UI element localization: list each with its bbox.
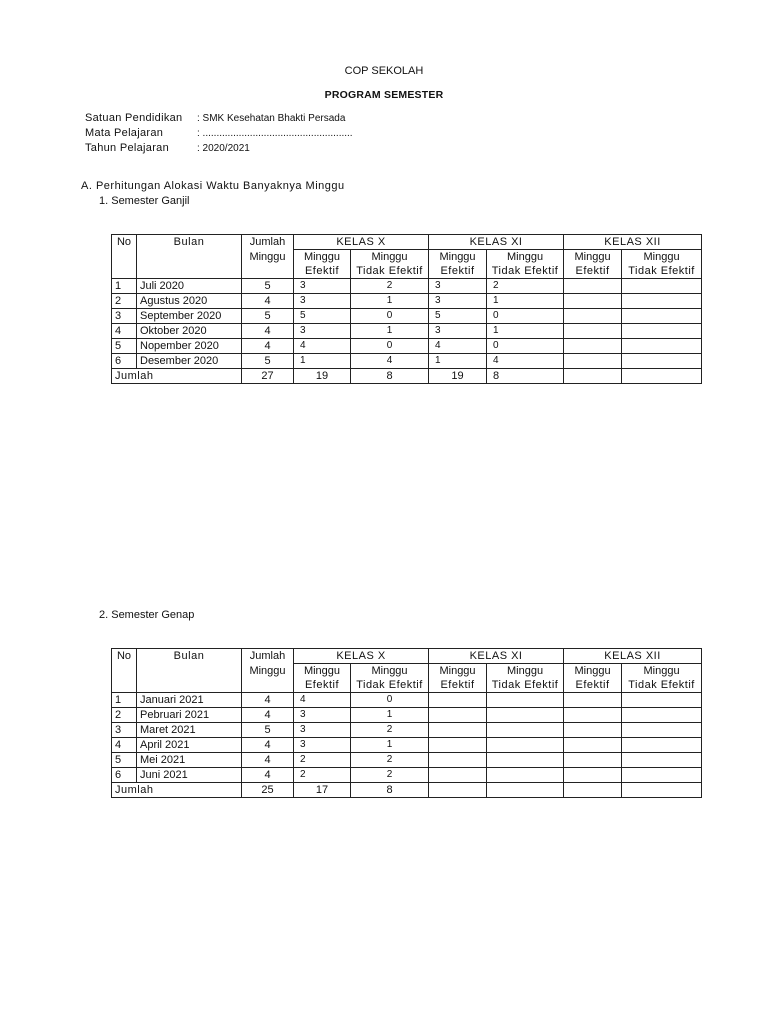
total-kelas-xi-efektif [429, 783, 487, 798]
cop-sekolah: COP SEKOLAH [344, 65, 424, 77]
cell-bulan: September 2020 [137, 309, 242, 324]
cell-kelas-x-tidak-efektif: 1 [351, 324, 429, 339]
cell-bulan: Januari 2021 [137, 693, 242, 708]
cell-kelas-xi-efektif: 3 [429, 279, 487, 294]
cell-kelas-xii-efektif [564, 768, 622, 783]
cell-kelas-xi-tidak-efektif [487, 723, 564, 738]
header-bulan-cont [137, 664, 242, 679]
cell-kelas-x-efektif: 4 [294, 693, 351, 708]
total-label: Jumlah [112, 369, 242, 384]
header-efektif-label: Efektif [564, 678, 622, 693]
cell-kelas-xi-efektif [429, 723, 487, 738]
header-kelas-x: KELAS X [294, 649, 429, 664]
header-minggu: Minggu [242, 250, 294, 265]
cell-bulan: Maret 2021 [137, 723, 242, 738]
cell-kelas-xi-tidak-efektif: 0 [487, 339, 564, 354]
cell-bulan: Mei 2021 [137, 753, 242, 768]
cell-kelas-x-tidak-efektif: 2 [351, 279, 429, 294]
table-row [112, 693, 702, 708]
cell-kelas-xii-efektif [564, 354, 622, 369]
header-tidak-efektif-label: Tidak Efektif [487, 264, 564, 279]
cell-no: 4 [112, 738, 137, 753]
cell-kelas-xi-tidak-efektif [487, 768, 564, 783]
header-row [112, 264, 702, 279]
section-a-heading: A. Perhitungan Alokasi Waktu Banyaknya Minggu [81, 180, 345, 192]
total-kelas-xii-efektif [564, 369, 622, 384]
info-label: Mata Pelajaran [85, 127, 164, 139]
cell-kelas-x-efektif: 2 [294, 753, 351, 768]
header-tidak-efektif-label: Tidak Efektif [351, 678, 429, 693]
header-bulan-cont [137, 250, 242, 265]
total-kelas-xi-tidak-efektif: 8 [487, 369, 564, 384]
cell-kelas-x-efektif: 3 [294, 738, 351, 753]
cell-kelas-xi-efektif [429, 708, 487, 723]
cell-kelas-xii-efektif [564, 753, 622, 768]
header-tidak-efektif-label: Tidak Efektif [622, 264, 702, 279]
cell-kelas-xii-efektif [564, 693, 622, 708]
header-tidak-efektif-label: Tidak Efektif [487, 678, 564, 693]
header-minggu-tidak-efektif: Minggu [351, 664, 429, 679]
cell-kelas-xi-efektif: 4 [429, 339, 487, 354]
cell-kelas-xii-efektif [564, 309, 622, 324]
header-jumlah-cont [242, 264, 294, 279]
cell-kelas-x-tidak-efektif: 2 [351, 723, 429, 738]
cell-bulan: Agustus 2020 [137, 294, 242, 309]
cell-jumlah: 5 [242, 279, 294, 294]
cell-bulan: Desember 2020 [137, 354, 242, 369]
header-row [112, 649, 702, 664]
cell-kelas-xii-efektif [564, 294, 622, 309]
cell-jumlah: 4 [242, 753, 294, 768]
cell-kelas-x-efektif: 2 [294, 768, 351, 783]
cell-kelas-x-efektif: 3 [294, 279, 351, 294]
cell-bulan: Pebruari 2021 [137, 708, 242, 723]
cell-kelas-xii-tidak-efektif [622, 738, 702, 753]
table-row [112, 753, 702, 768]
cell-no: 5 [112, 753, 137, 768]
cell-kelas-x-efektif: 3 [294, 708, 351, 723]
total-row [112, 783, 702, 798]
cell-bulan: April 2021 [137, 738, 242, 753]
cell-kelas-x-efektif: 1 [294, 354, 351, 369]
header-bulan: Bulan [137, 235, 242, 250]
header-efektif-label: Efektif [429, 678, 487, 693]
semester-genap-table [111, 648, 702, 798]
cell-kelas-x-tidak-efektif: 1 [351, 738, 429, 753]
table-row [112, 768, 702, 783]
cell-kelas-x-tidak-efektif: 1 [351, 708, 429, 723]
table-row [112, 279, 702, 294]
cell-kelas-xi-tidak-efektif [487, 708, 564, 723]
header-row [112, 678, 702, 693]
header-efektif-label: Efektif [294, 264, 351, 279]
header-bulan-cont [137, 264, 242, 279]
header-minggu-tidak-efektif: Minggu [351, 250, 429, 265]
table-row [112, 324, 702, 339]
cell-kelas-xii-tidak-efektif [622, 354, 702, 369]
cell-kelas-xi-tidak-efektif: 1 [487, 324, 564, 339]
table-row [112, 339, 702, 354]
header-row [112, 664, 702, 679]
cell-kelas-xi-efektif [429, 753, 487, 768]
cell-jumlah: 4 [242, 768, 294, 783]
header-jumlah: Jumlah [242, 649, 294, 664]
cell-kelas-x-tidak-efektif: 4 [351, 354, 429, 369]
header-no-cont [112, 664, 137, 679]
cell-kelas-xii-tidak-efektif [622, 708, 702, 723]
info-value: : 2020/2021 [197, 143, 250, 154]
cell-kelas-xii-tidak-efektif [622, 768, 702, 783]
total-kelas-x-efektif: 19 [294, 369, 351, 384]
total-kelas-xii-efektif [564, 783, 622, 798]
total-label: Jumlah [112, 783, 242, 798]
header-bulan: Bulan [137, 649, 242, 664]
cell-jumlah: 4 [242, 339, 294, 354]
info-row-mapel [85, 127, 353, 139]
cell-kelas-x-tidak-efektif: 0 [351, 339, 429, 354]
cell-bulan: Juli 2020 [137, 279, 242, 294]
cell-kelas-xi-tidak-efektif: 4 [487, 354, 564, 369]
header-minggu-tidak-efektif: Minggu [487, 250, 564, 265]
header-efektif-label: Efektif [564, 264, 622, 279]
cell-kelas-x-efektif: 3 [294, 294, 351, 309]
header-kelas-xii: KELAS XII [564, 649, 702, 664]
info-row-tahun [85, 142, 250, 154]
cell-kelas-xi-efektif [429, 768, 487, 783]
table-row [112, 723, 702, 738]
cell-no: 3 [112, 723, 137, 738]
cell-kelas-x-tidak-efektif: 2 [351, 768, 429, 783]
total-kelas-xii-tidak-efektif [622, 783, 702, 798]
cell-kelas-x-tidak-efektif: 1 [351, 294, 429, 309]
total-jumlah: 25 [242, 783, 294, 798]
cell-kelas-xi-efektif [429, 738, 487, 753]
cell-kelas-xi-efektif: 5 [429, 309, 487, 324]
cell-bulan: Juni 2021 [137, 768, 242, 783]
cell-kelas-xii-efektif [564, 708, 622, 723]
cell-kelas-xi-tidak-efektif: 1 [487, 294, 564, 309]
header-minggu-tidak-efektif: Minggu [487, 664, 564, 679]
header-minggu-tidak-efektif: Minggu [622, 250, 702, 265]
cell-kelas-x-tidak-efektif: 0 [351, 693, 429, 708]
header-minggu-efektif: Minggu [294, 664, 351, 679]
cell-kelas-x-efektif: 5 [294, 309, 351, 324]
header-efektif-label: Efektif [294, 678, 351, 693]
header-no-cont [112, 250, 137, 265]
total-kelas-x-tidak-efektif: 8 [351, 369, 429, 384]
total-jumlah: 27 [242, 369, 294, 384]
cell-no: 2 [112, 294, 137, 309]
info-row-satuan [85, 112, 345, 124]
semester-genap-heading: 2. Semester Genap [99, 609, 195, 621]
total-kelas-xi-tidak-efektif [487, 783, 564, 798]
cell-kelas-xi-efektif: 3 [429, 324, 487, 339]
cell-kelas-xi-tidak-efektif [487, 738, 564, 753]
header-no-cont [112, 678, 137, 693]
cell-no: 1 [112, 693, 137, 708]
table-row [112, 294, 702, 309]
table-row [112, 309, 702, 324]
semester-ganjil-table [111, 234, 702, 384]
table-row [112, 708, 702, 723]
cell-no: 4 [112, 324, 137, 339]
cell-kelas-xi-tidak-efektif [487, 693, 564, 708]
cell-kelas-xii-tidak-efektif [622, 753, 702, 768]
info-label: Satuan Pendidikan [85, 112, 183, 124]
cell-kelas-xii-tidak-efektif [622, 339, 702, 354]
table-row [112, 738, 702, 753]
info-label: Tahun Pelajaran [85, 142, 170, 154]
cell-jumlah: 4 [242, 708, 294, 723]
cell-no: 1 [112, 279, 137, 294]
cell-kelas-xi-tidak-efektif: 0 [487, 309, 564, 324]
cell-kelas-xii-tidak-efektif [622, 279, 702, 294]
header-minggu: Minggu [242, 664, 294, 679]
header-efektif-label: Efektif [429, 264, 487, 279]
cell-jumlah: 4 [242, 738, 294, 753]
header-no: No [112, 649, 137, 664]
header-jumlah: Jumlah [242, 235, 294, 250]
table-row [112, 354, 702, 369]
header-tidak-efektif-label: Tidak Efektif [351, 264, 429, 279]
cell-kelas-xi-efektif [429, 693, 487, 708]
header-tidak-efektif-label: Tidak Efektif [622, 678, 702, 693]
cell-jumlah: 4 [242, 294, 294, 309]
cell-kelas-xii-efektif [564, 723, 622, 738]
cell-kelas-x-efektif: 4 [294, 339, 351, 354]
header-row [112, 235, 702, 250]
cell-kelas-x-tidak-efektif: 2 [351, 753, 429, 768]
header-minggu-efektif: Minggu [429, 250, 487, 265]
header-kelas-xi: KELAS XI [429, 649, 564, 664]
total-kelas-xii-tidak-efektif [622, 369, 702, 384]
header-kelas-x: KELAS X [294, 235, 429, 250]
header-minggu-efektif: Minggu [564, 250, 622, 265]
header-minggu-efektif: Minggu [564, 664, 622, 679]
cell-kelas-xii-tidak-efektif [622, 294, 702, 309]
header-minggu-efektif: Minggu [294, 250, 351, 265]
header-no-cont [112, 264, 137, 279]
cell-kelas-xii-tidak-efektif [622, 324, 702, 339]
cell-kelas-xii-efektif [564, 339, 622, 354]
cell-kelas-xi-efektif: 1 [429, 354, 487, 369]
cell-no: 3 [112, 309, 137, 324]
header-minggu-efektif: Minggu [429, 664, 487, 679]
cell-kelas-x-tidak-efektif: 0 [351, 309, 429, 324]
header-jumlah-cont [242, 678, 294, 693]
cell-kelas-xii-tidak-efektif [622, 723, 702, 738]
cell-kelas-xii-efektif [564, 738, 622, 753]
header-bulan-cont [137, 678, 242, 693]
total-row [112, 369, 702, 384]
total-kelas-x-tidak-efektif: 8 [351, 783, 429, 798]
cell-jumlah: 4 [242, 693, 294, 708]
info-value: : ...................................................... [197, 128, 353, 139]
cell-jumlah: 5 [242, 723, 294, 738]
cell-kelas-xii-tidak-efektif [622, 693, 702, 708]
document-title: PROGRAM SEMESTER [324, 89, 444, 101]
header-minggu-tidak-efektif: Minggu [622, 664, 702, 679]
cell-jumlah: 5 [242, 309, 294, 324]
cell-kelas-xii-tidak-efektif [622, 309, 702, 324]
cell-bulan: Nopember 2020 [137, 339, 242, 354]
total-kelas-x-efektif: 17 [294, 783, 351, 798]
header-kelas-xii: KELAS XII [564, 235, 702, 250]
cell-kelas-x-efektif: 3 [294, 324, 351, 339]
cell-bulan: Oktober 2020 [137, 324, 242, 339]
cell-kelas-xii-efektif [564, 324, 622, 339]
cell-kelas-x-efektif: 3 [294, 723, 351, 738]
info-value: : SMK Kesehatan Bhakti Persada [197, 113, 346, 124]
cell-no: 6 [112, 354, 137, 369]
cell-no: 2 [112, 708, 137, 723]
semester-ganjil-heading: 1. Semester Ganjil [99, 195, 190, 207]
total-kelas-xi-efektif: 19 [429, 369, 487, 384]
cell-kelas-xii-efektif [564, 279, 622, 294]
header-kelas-xi: KELAS XI [429, 235, 564, 250]
cell-jumlah: 5 [242, 354, 294, 369]
cell-jumlah: 4 [242, 324, 294, 339]
cell-no: 6 [112, 768, 137, 783]
cell-kelas-xi-tidak-efektif [487, 753, 564, 768]
header-row [112, 250, 702, 265]
cell-no: 5 [112, 339, 137, 354]
cell-kelas-xi-tidak-efektif: 2 [487, 279, 564, 294]
cell-kelas-xi-efektif: 3 [429, 294, 487, 309]
header-no: No [112, 235, 137, 250]
